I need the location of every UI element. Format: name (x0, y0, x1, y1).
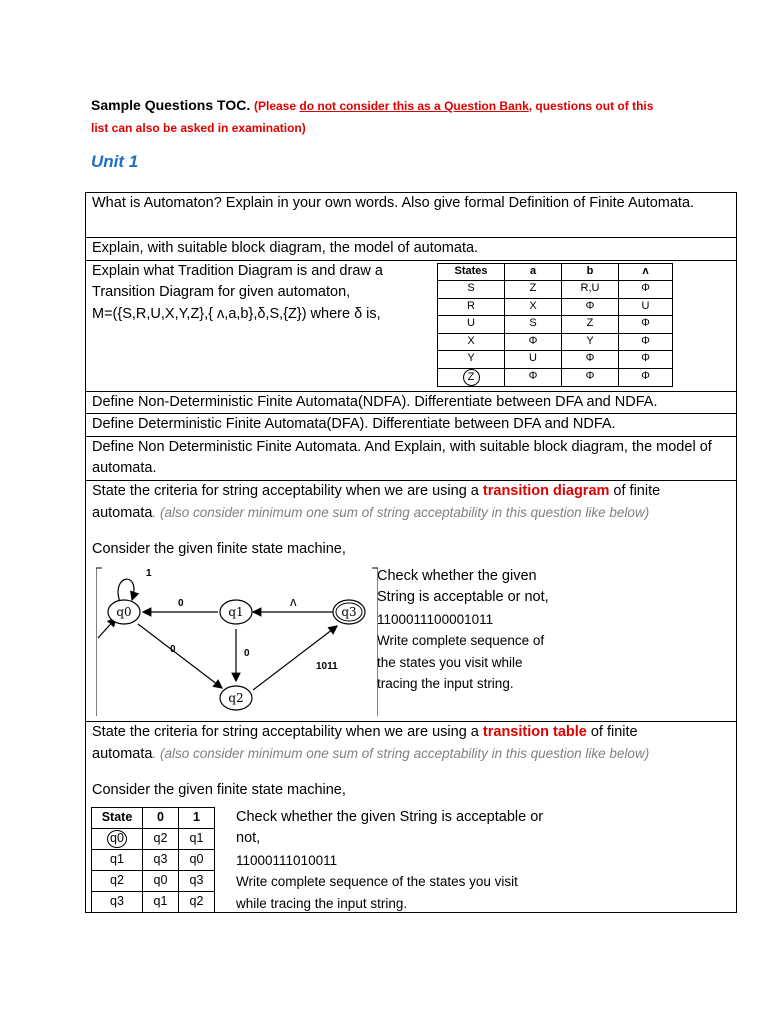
q8-pre: State the criteria for string acceptability when we are using a (92, 723, 483, 740)
state-header: 0 (143, 807, 179, 828)
page-header (91, 94, 691, 139)
q7-write: Write complete sequence of (377, 633, 545, 648)
q7-string: 1100011100001011 (377, 611, 494, 627)
delta-cell: Φ (562, 351, 619, 369)
delta-header: b (562, 263, 619, 281)
edge-label-0: 0 (178, 597, 184, 609)
unit-heading: Unit 1 (91, 152, 139, 171)
q8-check: Check whether the given String is acceptable or (236, 808, 544, 825)
q8-instructions (236, 807, 543, 915)
delta-header: States (438, 263, 505, 281)
q7-line2 (92, 502, 730, 525)
q8-line1 (92, 722, 730, 744)
q7-states: the states you visit while (377, 654, 523, 670)
q8-post: of finite (586, 723, 638, 740)
delta-cell: Φ (619, 351, 673, 369)
delta-cell: Φ (619, 368, 673, 386)
delta-cell: Z (505, 281, 562, 299)
delta-cell: R (438, 298, 505, 316)
state-header: State (92, 807, 143, 828)
question-row (86, 414, 737, 437)
state-table (91, 807, 215, 913)
edge-label-lambda: ᴧ (290, 593, 297, 609)
delta-cell: R,U (562, 281, 619, 299)
edge-label-0c: 0 (244, 647, 250, 659)
q3-line1: Explain what Tradition Diagram is and draw a (92, 262, 383, 279)
question-2: Explain, with suitable block diagram, the model of automata. (86, 238, 737, 261)
question-3-text (92, 261, 434, 326)
delta-cell: Φ (619, 333, 673, 351)
note-post: , questions out of this (528, 99, 654, 113)
q7-acceptable: String is acceptable or not, (377, 589, 549, 605)
q7-consider: Consider the given finite state machine, (92, 540, 346, 557)
question-row (86, 238, 737, 261)
q8-tracing: while tracing the input string. (236, 895, 408, 911)
q7-pre: State the criteria for string acceptability when we are using a (92, 482, 483, 499)
state-cell: q2 (179, 891, 215, 912)
delta-cell: X (438, 333, 505, 351)
q3-line3: M=({S,R,U,X,Y,Z},{ ᴧ,a,b},δ,S,{Z}) where δ is, (92, 305, 381, 322)
delta-cell: Z (562, 316, 619, 334)
doc-title: Sample Questions TOC. (91, 97, 251, 113)
q7-automata: automata (92, 505, 153, 521)
q7-highlight: transition diagram (482, 482, 610, 499)
question-3 (86, 260, 737, 391)
question-5: Define Deterministic Finite Automata(DFA). Differentiate between DFA and NDFA. (86, 414, 737, 437)
state-cell: q2 (92, 870, 143, 891)
question-row (86, 436, 737, 480)
header-note-line2: list can also be asked in examination) (91, 121, 306, 135)
state-cell: q3 (179, 870, 215, 891)
header-note (254, 99, 653, 113)
question-8 (86, 721, 737, 912)
state-cell: q3 (92, 891, 143, 912)
delta-cell: U (438, 316, 505, 334)
state-cell-start (92, 828, 143, 849)
question-4: Define Non-Deterministic Finite Automata(NDFA). Differentiate between DFA and NDFA. (86, 391, 737, 414)
question-row (86, 391, 737, 414)
delta-cell: U (619, 298, 673, 316)
question-row (86, 721, 737, 912)
delta-cell: Y (562, 333, 619, 351)
state-cell: q1 (143, 891, 179, 912)
delta-header: ᴧ (619, 263, 673, 281)
q8-highlight: transition table (482, 723, 587, 740)
state-cell: q1 (179, 828, 215, 849)
edge-label-1: 1 (146, 567, 152, 579)
state-diagram (96, 566, 378, 718)
delta-cell: Φ (619, 316, 673, 334)
question-row (86, 260, 737, 391)
note-pre: (Please (254, 99, 300, 113)
question-row (86, 193, 737, 238)
state-cell: q1 (92, 849, 143, 870)
delta-cell: Φ (562, 298, 619, 316)
delta-cell: Φ (505, 368, 562, 386)
q7-tracing: tracing the input string. (377, 676, 514, 691)
questions-table (85, 192, 737, 913)
note-underlined: do not consider this as a Question Bank (299, 99, 529, 113)
question-row (86, 480, 737, 721)
label-q0: q0 (116, 604, 132, 619)
delta-cell: U (505, 351, 562, 369)
final-state-circle: Z (463, 369, 480, 386)
q8-not: not, (236, 830, 261, 846)
q7-post: of finite (609, 482, 661, 499)
question-7 (86, 480, 737, 721)
delta-cell: Y (438, 351, 505, 369)
delta-cell: Φ (562, 368, 619, 386)
question-6: Define Non Deterministic Finite Automata. And Explain, with suitable block diagram, the model of automata. (86, 436, 737, 480)
delta-cell: Φ (619, 281, 673, 299)
q7-check: Check whether the given (377, 567, 537, 584)
label-q1: q1 (228, 604, 244, 619)
q7-line1 (92, 481, 730, 503)
q8-note: . (also consider minimum one sum of string acceptability in this question like below) (152, 746, 650, 761)
edge-q0-q2 (138, 624, 222, 688)
state-header: 1 (179, 807, 215, 828)
delta-table (437, 263, 673, 387)
q8-write: Write complete sequence of the states you visit (236, 874, 518, 889)
label-q3: q3 (341, 604, 357, 619)
bracket-left (96, 568, 102, 716)
delta-cell: Φ (505, 333, 562, 351)
edge-label-1011: 1011 (316, 660, 338, 672)
q7-note: . (also consider minimum one sum of string acceptability in this question like below) (152, 505, 650, 520)
q8-consider: Consider the given finite state machine, (92, 781, 346, 798)
delta-cell: X (505, 298, 562, 316)
q8-line2 (92, 743, 730, 766)
state-cell: q2 (143, 828, 179, 849)
state-cell: q0 (179, 849, 215, 870)
q8-string: 11000111010011 (236, 852, 338, 868)
edge-label-0b: 0 (170, 643, 176, 655)
q7-instructions (377, 566, 549, 695)
label-q2: q2 (228, 690, 244, 705)
self-loop-q0 (118, 579, 134, 602)
delta-cell: S (438, 281, 505, 299)
question-1: What is Automaton? Explain in your own words. Also give formal Definition of Finite Automata. (86, 193, 737, 238)
edge-q2-q3 (253, 626, 337, 690)
state-cell: q3 (143, 849, 179, 870)
start-state-circle: q0 (107, 830, 127, 848)
delta-cell: S (505, 316, 562, 334)
delta-header: a (505, 263, 562, 281)
q8-automata: automata (92, 746, 153, 762)
state-cell: q0 (143, 870, 179, 891)
delta-cell-final (438, 368, 505, 386)
q3-line2: Transition Diagram for given automaton, (92, 284, 351, 300)
